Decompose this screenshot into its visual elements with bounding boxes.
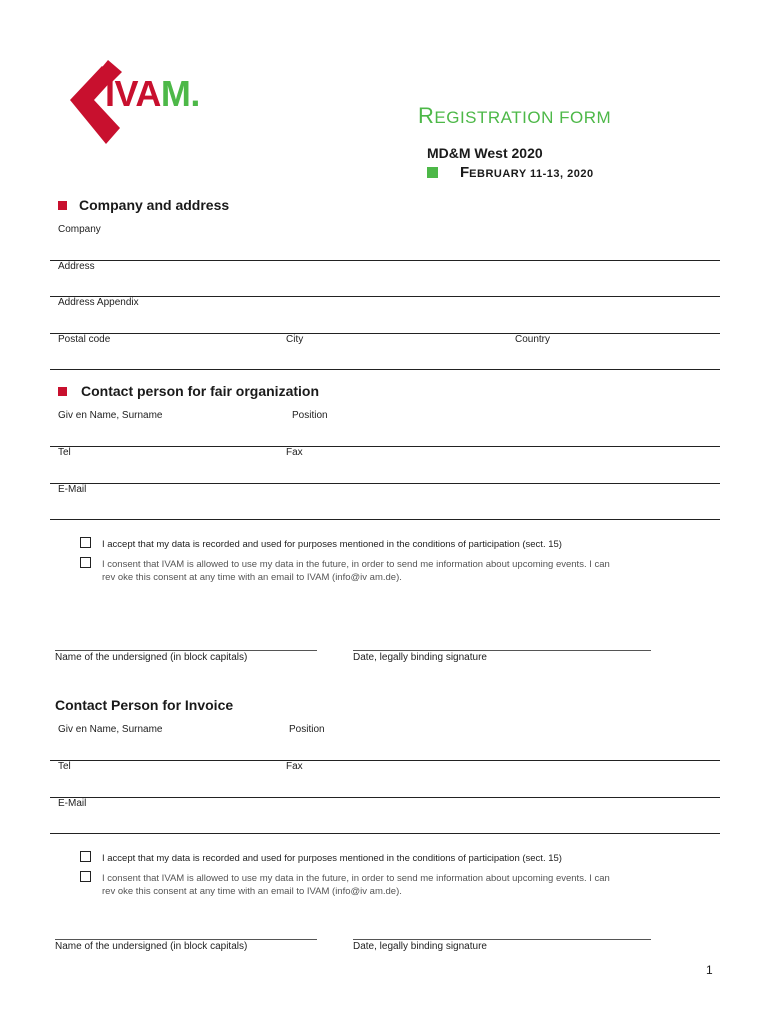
invoice-tel-fax-field[interactable] bbox=[50, 797, 720, 798]
invoice-date-signature-line[interactable] bbox=[353, 939, 651, 940]
contact-email-field[interactable] bbox=[50, 519, 720, 520]
invoice-tel-label: Tel bbox=[58, 761, 71, 772]
invoice-sig-name-label: Name of the undersigned (in block capitals) bbox=[55, 941, 248, 952]
form-title: REGISTRATION FORM bbox=[418, 103, 612, 128]
city-label: City bbox=[286, 334, 304, 345]
invoice-name-label: Giv en Name, Surname bbox=[58, 724, 163, 735]
green-square-icon bbox=[427, 167, 438, 178]
contact-section-heading: Contact person for fair organization bbox=[58, 383, 319, 399]
contact-sig-date-label: Date, legally binding signature bbox=[353, 652, 487, 663]
red-square-icon bbox=[58, 387, 67, 396]
contact-consent1-text: I accept that my data is recorded and used for purposes mentioned in the conditions of participation (sect. 15) bbox=[102, 539, 562, 550]
ivam-logo-text: IVAM. bbox=[105, 73, 200, 114]
invoice-consent1-text: I accept that my data is recorded and used for purposes mentioned in the conditions of participation (sect. 15) bbox=[102, 853, 562, 864]
contact-name-field[interactable] bbox=[50, 446, 720, 447]
invoice-name-signature-line[interactable] bbox=[55, 939, 317, 940]
invoice-email-field[interactable] bbox=[50, 833, 720, 834]
invoice-name-field[interactable] bbox=[50, 760, 720, 761]
invoice-consent2-checkbox[interactable] bbox=[80, 871, 91, 882]
contact-position-label: Position bbox=[292, 410, 328, 421]
invoice-position-label: Position bbox=[289, 724, 325, 735]
contact-name-signature-line[interactable] bbox=[55, 650, 317, 651]
invoice-email-label: E-Mail bbox=[58, 798, 87, 809]
contact-tel-fax-field[interactable] bbox=[50, 483, 720, 484]
address-field[interactable] bbox=[50, 296, 720, 297]
country-label: Country bbox=[515, 334, 551, 345]
invoice-consent2-text: I consent that IVAM is allowed to use my data in the future, in order to send me information about upcoming events. I can rev oke this consent at any time with an email to IVAM (info@iv am.de). bbox=[102, 873, 610, 897]
event-date: FEBRUARY 11-13, 2020 bbox=[427, 164, 594, 181]
company-field[interactable] bbox=[50, 260, 720, 261]
company-section-heading: Company and address bbox=[58, 197, 229, 213]
contact-date-signature-line[interactable] bbox=[353, 650, 651, 651]
invoice-sig-date-label: Date, legally binding signature bbox=[353, 941, 487, 952]
address-label: Address bbox=[58, 261, 95, 272]
company-label: Company bbox=[58, 224, 101, 235]
address-appendix-field[interactable] bbox=[50, 333, 720, 334]
red-square-icon bbox=[58, 201, 67, 210]
contact-sig-name-label: Name of the undersigned (in block capitals) bbox=[55, 652, 248, 663]
contact-email-label: E-Mail bbox=[58, 484, 87, 495]
page-number: 1 bbox=[706, 963, 713, 977]
event-name: MD&M West 2020 bbox=[427, 145, 543, 161]
contact-tel-label: Tel bbox=[58, 447, 71, 458]
invoice-section-heading: Contact Person for Invoice bbox=[55, 697, 234, 713]
postal-code-label: Postal code bbox=[58, 334, 111, 345]
invoice-fax-label: Fax bbox=[286, 761, 303, 772]
contact-consent2-text: I consent that IVAM is allowed to use my data in the future, in order to send me information about upcoming events. I can rev oke this consent at any time with an email to IVAM (info@iv am.de). bbox=[102, 559, 610, 583]
contact-fax-label: Fax bbox=[286, 447, 303, 458]
contact-consent1-checkbox[interactable] bbox=[80, 537, 91, 548]
contact-name-label: Giv en Name, Surname bbox=[58, 410, 163, 421]
address-appendix-label: Address Appendix bbox=[58, 297, 139, 308]
postal-city-country-field[interactable] bbox=[50, 369, 720, 370]
invoice-consent1-checkbox[interactable] bbox=[80, 851, 91, 862]
contact-consent2-checkbox[interactable] bbox=[80, 557, 91, 568]
